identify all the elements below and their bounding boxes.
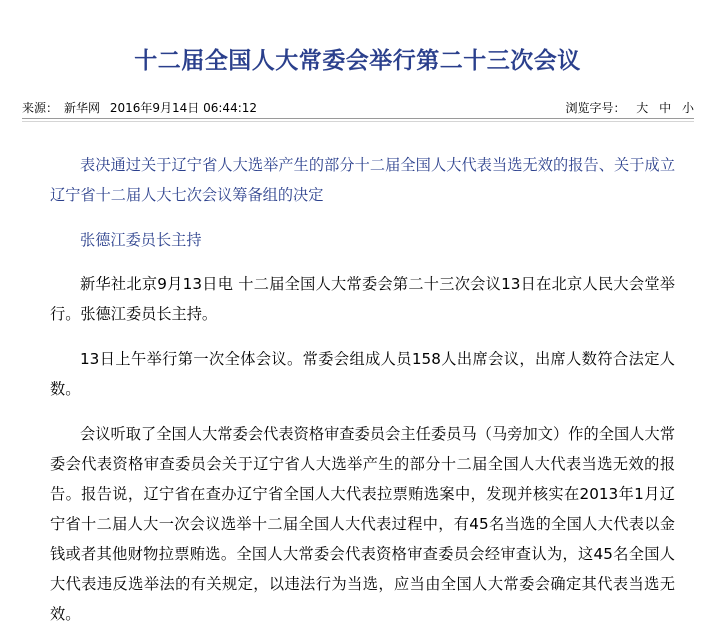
font-size-switcher — [565, 99, 694, 116]
source-name: 新华网 — [64, 101, 101, 115]
article-subtitle-presider: 张德江委员长主持 — [80, 231, 202, 249]
font-size-label: 浏览字号： — [565, 101, 626, 115]
source-label: 来源： — [22, 101, 59, 115]
source-info — [22, 99, 263, 116]
font-size-small-button[interactable]: 小 — [681, 101, 694, 115]
font-size-large-button[interactable]: 大 — [636, 101, 649, 115]
paragraph: 13日上午举行第一次全体会议。常委会组成人员158人出席会议，出席人数符合法定人数。 — [50, 350, 675, 398]
header-divider — [22, 118, 694, 119]
publish-datetime: 2016年9月14日 06:44:12 — [109, 101, 258, 115]
article-subtitle: 表决通过关于辽宁省人大选举产生的部分十二届全国人大代表当选无效的报告、关于成立辽宁省十二届人大七次会议筹备组的决定 — [50, 156, 675, 204]
article-body — [50, 150, 675, 644]
article-meta — [22, 96, 694, 118]
font-size-medium-button[interactable]: 中 — [659, 101, 672, 115]
header-divider-secondary — [22, 121, 694, 122]
paragraph: 会议听取了全国人大常委会代表资格审查委员会主任委员马（马旁加文）作的全国人大常委会代表资格审查委员会关于辽宁省人大选举产生的部分十二届全国人大代表当选无效的报告。报告说，辽宁省在查办辽宁省全国人大代表拉票贿选案中，发现并核实在2013年1月辽宁省十二届人大一次会议选举十二届全国人大代表过程中，有45名当选的全国人大代表以金钱或者其他财物拉票贿选。全国人大常委会代表资格审查委员会经审查认为，这45名全国人大代表违反选举法的有关规定，以违法行为当选，应当由全国人大常委会确定其代表当选无效。 — [50, 425, 675, 623]
article-title: 十二届全国人大常委会举行第二十三次会议 — [134, 48, 581, 74]
paragraph: 新华社北京9月13日电 十二届全国人大常委会第二十三次会议13日在北京人民大会堂举行。张德江委员长主持。 — [50, 275, 675, 323]
